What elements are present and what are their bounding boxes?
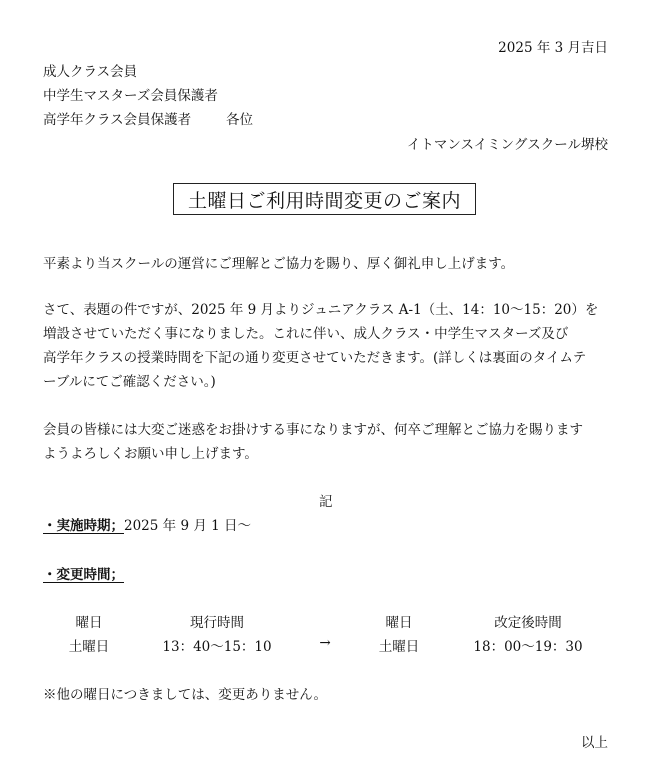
body-line-4: ーブルにてご確認ください。) xyxy=(43,374,216,390)
body-line-3: 高学年クラスの授業時間を下記の通り変更させていただきます。(詳しくは裏面のタイムテ xyxy=(43,350,587,366)
recipient-upper-grade: 高学年クラス会員保護者 xyxy=(43,112,192,128)
row-current-time: 13：40～15：10 xyxy=(162,639,272,655)
implementation-period xyxy=(43,514,251,534)
implementation-label: ・実施時期； xyxy=(43,518,124,534)
header-day-current: 曜日 xyxy=(75,615,103,631)
recipient-junior-high-masters: 中学生マスターズ会員保護者 xyxy=(43,88,218,104)
row-day-current: 土曜日 xyxy=(68,639,110,655)
closing-text: 以上 xyxy=(581,735,608,751)
header-day-new: 曜日 xyxy=(385,615,413,631)
document-date: 2025 年 3 月吉日 xyxy=(498,40,608,56)
arrow-icon: → xyxy=(319,635,331,651)
notice-title: 土曜日ご利用時間変更のご案内 xyxy=(187,189,461,212)
header-new-time: 改定後時間 xyxy=(494,615,562,631)
sender-name: イトマンスイミングスクール堺校 xyxy=(406,137,608,153)
note-text: ※他の曜日につきましては、変更ありません。 xyxy=(43,687,328,703)
ki-heading: 記 xyxy=(319,494,333,510)
body-line-2: 増設させていただく事になりました。これに伴い、成人クラス・中学生マスターズ及び xyxy=(43,326,569,342)
notice-title-box xyxy=(173,183,476,215)
body-line-1: さて、表題の件ですが、2025 年 9 月よりジュニアクラス A-1（土、14：10～15：20）を xyxy=(43,302,599,318)
row-day-new: 土曜日 xyxy=(378,639,420,655)
implementation-value: 2025 年 9 月 1 日～ xyxy=(124,518,251,534)
greeting-text: 平素より当スクールの運営にご理解とご協力を賜り、厚く御礼申し上げます。 xyxy=(43,256,515,272)
request-line-2: ようよろしくお願い申し上げます。 xyxy=(43,446,258,462)
recipient-adult: 成人クラス会員 xyxy=(43,64,138,80)
recipients-suffix: 各位 xyxy=(226,112,253,128)
header-current-time: 現行時間 xyxy=(190,615,244,631)
row-new-time: 18：00～19：30 xyxy=(473,639,583,655)
change-time-label: ・変更時間； xyxy=(43,567,124,583)
request-line-1: 会員の皆様には大変ご迷惑をお掛けする事になりますが、何卒ご理解とご協力を賜ります xyxy=(43,422,583,438)
